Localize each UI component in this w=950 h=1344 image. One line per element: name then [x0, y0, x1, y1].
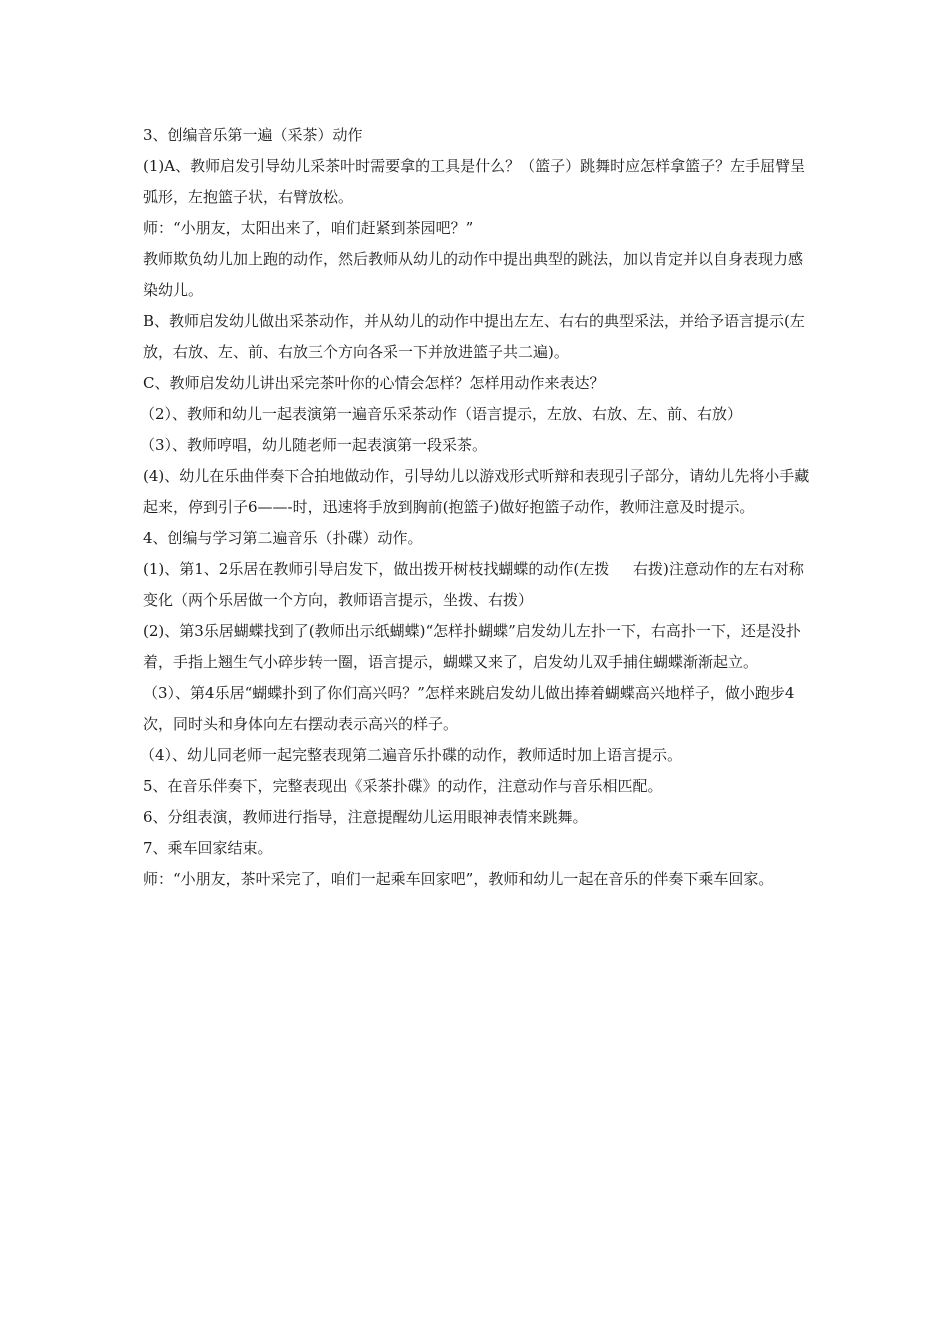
teacher-quote-2: 师：“小朋友，茶叶采完了，咱们一起乘车回家吧”，教师和幼儿一起在音乐的伴奏下乘车回家。 [143, 870, 774, 888]
paragraph-4-1: (1)、第1、2乐居在教师引导启发下，做出拨开树枝找蝴蝶的动作(左拨 右拨)注意动作的左右对称变化（两个乐居做一个方向，教师语言提示，坐拨、右拨） [143, 560, 804, 609]
section-heading-3: 3、创编音乐第一遍（采茶）动作 [143, 126, 363, 144]
paragraph-2: （2）、教师和幼儿一起表演第一遍音乐采茶动作（语言提示，左放、右放、左、前、右放） [140, 405, 743, 423]
paragraph-3: （3）、教师哼唱，幼儿随老师一起表演第一段采茶。 [140, 436, 488, 454]
document-body [140, 120, 813, 895]
section-heading-7: 7、乘车回家结束。 [143, 839, 273, 857]
paragraph-4-4: （4）、幼儿同老师一起完整表现第二遍音乐扑碟的动作，教师适时加上语言提示。 [140, 746, 683, 764]
paragraph-4: (4)、幼儿在乐曲伴奏下合拍地做动作，引导幼儿以游戏形式听辩和表现引子部分，请幼儿先将小手藏起来，停到引子6——-时，迅速将手放到胸前(抱篮子)做好抱篮子动作，教师注意及时提示。 [143, 467, 810, 516]
paragraph-run-action: 教师欺负幼儿加上跑的动作，然后教师从幼儿的动作中提出典型的跳法，加以肯定并以自身表现力感染幼儿。 [143, 250, 804, 299]
paragraph-4-3: （3）、第4乐居“蝴蝶扑到了你们高兴吗？”怎样来跳启发幼儿做出捧着蝴蝶高兴地样子，做小跑步4次，同时头和身体向左右摆动表示高兴的样子。 [143, 684, 795, 733]
paragraph-1a: (1)A、教师启发引导幼儿采茶叶时需要拿的工具是什么？（篮子）跳舞时应怎样拿篮子？左手屈臂呈弧形，左抱篮子状，右臂放松。 [143, 157, 806, 206]
section-heading-6: 6、分组表演，教师进行指导，注意提醒幼儿运用眼神表情来跳舞。 [143, 808, 588, 826]
paragraph-b: B、教师启发幼儿做出采茶动作，并从幼儿的动作中提出左左、右右的典型采法，并给予语言提示(左放，右放、左、前、右放三个方向各采一下并放进篮子共二遍)。 [143, 312, 805, 361]
teacher-quote-1: 师：“小朋友，太阳出来了，咱们赶紧到茶园吧？” [143, 219, 474, 237]
paragraph-4-2: (2)、第3乐居蝴蝶找到了(教师出示纸蝴蝶)“怎样扑蝴蝶”启发幼儿左扑一下，右高扑一下，还是没扑着，手指上翘生气小碎步转一圈，语言提示，蝴蝶又来了，启发幼儿双手捕住蝴蝶渐渐起立。 [143, 622, 801, 671]
section-heading-4: 4、创编与学习第二遍音乐（扑碟）动作。 [143, 529, 423, 547]
section-heading-5: 5、在音乐伴奏下，完整表现出《采茶扑碟》的动作，注意动作与音乐相匹配。 [143, 777, 663, 795]
paragraph-c: C、教师启发幼儿讲出采完茶叶你的心情会怎样？怎样用动作来表达？ [143, 374, 605, 392]
